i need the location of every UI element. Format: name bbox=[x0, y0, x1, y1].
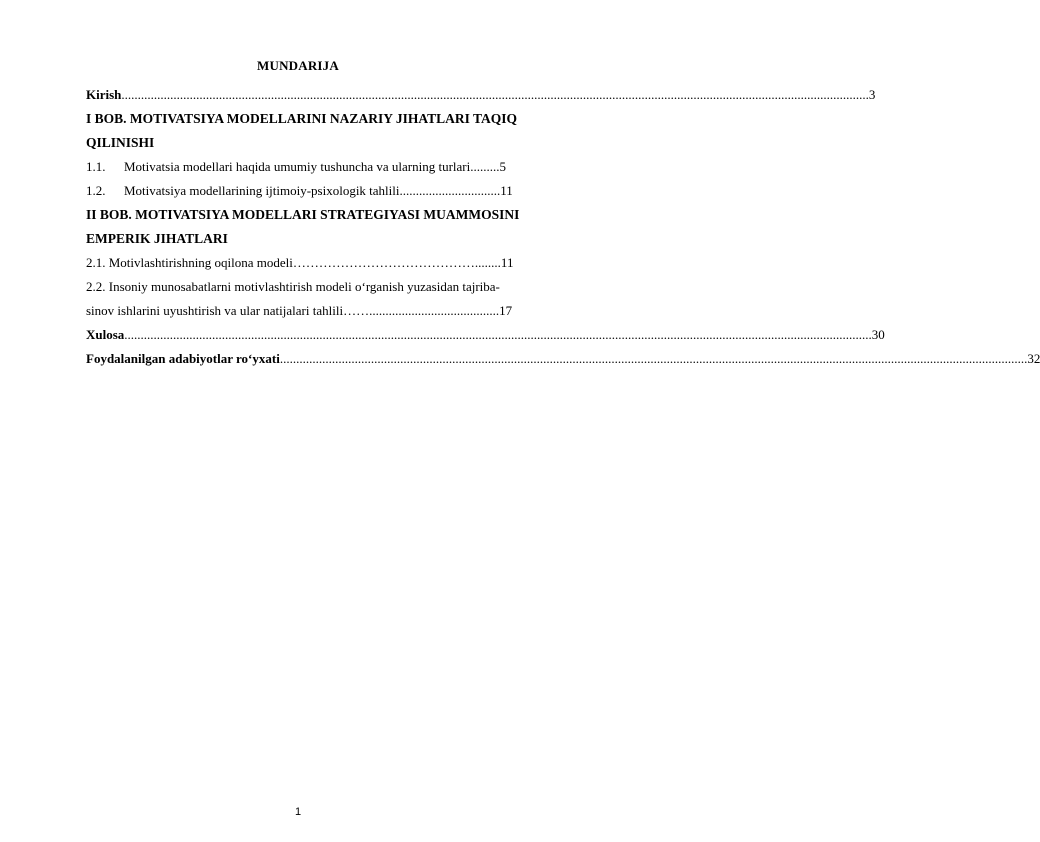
toc-entry-label: Kirish bbox=[86, 87, 122, 102]
toc-chapter-2-heading-cont[interactable]: EMPERIK JIHATLARI bbox=[86, 231, 228, 246]
toc-leader-dots: ............................... bbox=[399, 183, 501, 198]
toc-page-number: 17 bbox=[499, 303, 513, 318]
toc-page-number: 32 bbox=[1027, 351, 1040, 366]
toc-page-number: 11 bbox=[500, 255, 514, 270]
toc-entry-2-2-cont[interactable] bbox=[86, 302, 512, 319]
toc-entry-1-2[interactable] bbox=[86, 182, 513, 199]
toc-chapter-1-heading-cont[interactable]: QILINISHI bbox=[86, 135, 155, 150]
toc-entry-xulosa[interactable] bbox=[86, 326, 885, 343]
toc-entry-label: sinov ishlarini uyushtirish va ular natijalari tahlili bbox=[86, 303, 344, 318]
toc-leader-dots: ……........................................ bbox=[343, 303, 500, 318]
toc-leader-dots: ...................................................................................................................................................................................................................................... bbox=[279, 351, 1028, 366]
toc-chapter-1-heading[interactable]: I BOB. MOTIVATSIYA MODELLARINI NAZARIY JIHATLARI TAQIQ bbox=[86, 111, 517, 126]
toc-entry-label: Motivatsia modellari haqida umumiy tushuncha va ularning turlari bbox=[124, 159, 471, 174]
toc-entry-2-2[interactable]: 2.2. Insoniy munosabatlarni motivlashtirish modeli o‘rganish yuzasidan tajriba- bbox=[86, 279, 500, 294]
toc-page-number: 5 bbox=[499, 159, 506, 174]
toc-section-number: 1.2. bbox=[86, 183, 106, 198]
toc-leader-dots: ...................................................................................................................................................................................................................................... bbox=[121, 87, 869, 102]
toc-entry-kirish[interactable] bbox=[86, 86, 876, 103]
toc-entry-label: 2.1. Motivlashtirishning oqilona modeli bbox=[86, 255, 293, 270]
toc-entry-2-1[interactable] bbox=[86, 254, 513, 271]
toc-entry-1-1[interactable] bbox=[86, 158, 506, 175]
toc-leader-dots: ...................................................................................................................................................................................................................................... bbox=[124, 327, 872, 342]
toc-entry-label: Motivatsiya modellarining ijtimoiy-psixologik tahlili bbox=[124, 183, 400, 198]
toc-page-number: 3 bbox=[868, 87, 876, 102]
toc-section-number: 1.1. bbox=[86, 159, 106, 174]
page-number: 1 bbox=[294, 806, 302, 818]
toc-leader-dots: ......... bbox=[470, 159, 500, 174]
toc-entry-label: Foydalanilgan adabiyotlar ro‘yxati bbox=[86, 351, 280, 366]
toc-title: MUNDARIJA bbox=[257, 58, 339, 73]
toc-chapter-2-heading[interactable]: II BOB. MOTIVATSIYA MODELLARI STRATEGIYASI MUAMMOSINI bbox=[86, 207, 520, 222]
toc-entry-bibliography[interactable] bbox=[86, 350, 1040, 367]
toc-page-number: 30 bbox=[871, 327, 885, 342]
toc-leader-dots: ……………………………………........ bbox=[292, 255, 501, 270]
toc-entry-label: Xulosa bbox=[86, 327, 125, 342]
toc-page-number: 11 bbox=[500, 183, 513, 198]
